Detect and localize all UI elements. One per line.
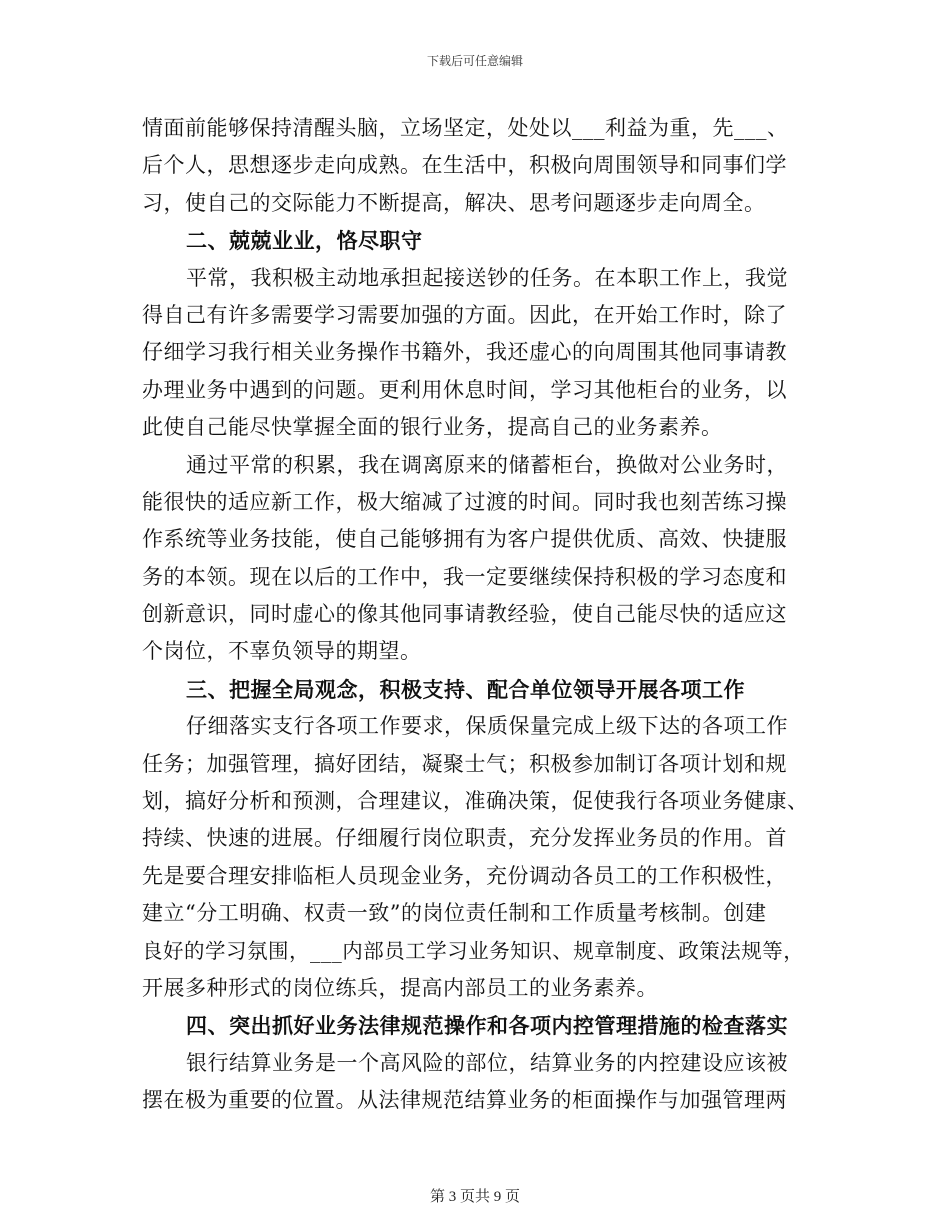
body-line: 持续、快速的进展。仔细履行岗位职责，充分发挥业务员的作用。首 [142,826,787,851]
page-footer: 第 3 页共 9 页 [429,1189,520,1205]
section-heading-2: 二、兢兢业业，恪尽职守 [186,228,423,254]
body-line: 划，搞好分析和预测，合理建议，准确决策，促使我行各项业务健康、 [142,789,809,814]
document-body [142,110,810,1120]
body-line: 情面前能够保持清醒头脑，立场坚定，处处以___利益为重，先___、 [142,116,789,140]
section-heading-3: 三、把握全局观念，积极支持、配合单位领导开展各项工作 [186,676,745,702]
body-line: 银行结算业务是一个高风险的部位，结算业务的内控建设应该被 [186,1050,788,1075]
body-line: 创新意识，同时虚心的像其他同事请教经验，使自己能尽快的适应这 [142,602,787,627]
body-line: 良好的学习氛围，___内部员工学习业务知识、规章制度、政策法规等， [142,938,805,963]
body-line: 开展多种形式的岗位练兵，提高内部员工的业务素养。 [142,975,658,1000]
body-line: 建立“分工明确、权责一致”的岗位责任制和工作质量考核制。创建 [142,901,767,926]
body-line: 务的本领。现在以后的工作中，我一定要继续保持积极的学习态度和 [142,564,787,589]
section-heading-4: 四、突出抓好业务法律规范操作和各项内控管理措施的检查落实 [186,1013,788,1039]
body-line: 习，使自己的交际能力不断提高，解决、思考问题逐步走向周全。 [142,190,766,215]
body-line: 平常，我积极主动地承担起接送钞的任务。在本职工作上，我觉 [186,265,788,290]
body-line: 作系统等业务技能，使自己能够拥有为客户提供优质、高效、快捷服 [142,527,787,552]
body-line: 摆在极为重要的位置。从法律规范结算业务的柜面操作与加强管理两 [142,1088,787,1113]
body-line: 任务；加强管理，搞好团结，凝聚士气；积极参加制订各项计划和规 [142,751,787,776]
body-line: 办理业务中遇到的问题。更利用休息时间，学习其他柜台的业务，以 [142,377,787,402]
body-line: 此使自己能尽快掌握全面的银行业务，提高自己的业务素养。 [142,415,723,440]
body-line: 个岗位，不辜负领导的期望。 [142,639,422,664]
body-line: 先是要合理安排临柜人员现金业务，充份调动各员工的工作积极性， [142,863,787,888]
body-line: 仔细学习我行相关业务操作书籍外，我还虚心的向周围其他同事请教 [142,340,787,365]
body-line: 能很快的适应新工作，极大缩减了过渡的时间。同时我也刻苦练习操 [142,489,787,514]
body-line: 得自己有许多需要学习需要加强的方面。因此，在开始工作时，除了 [142,302,787,327]
page-header: 下载后可任意编辑 [426,54,523,68]
body-line: 通过平常的积累，我在调离原来的储蓄柜台，换做对公业务时， [186,452,788,477]
body-line: 仔细落实支行各项工作要求，保质保量完成上级下达的各项工作 [186,714,788,739]
body-line: 后个人，思想逐步走向成熟。在生活中，积极向周围领导和同事们学 [142,153,787,178]
